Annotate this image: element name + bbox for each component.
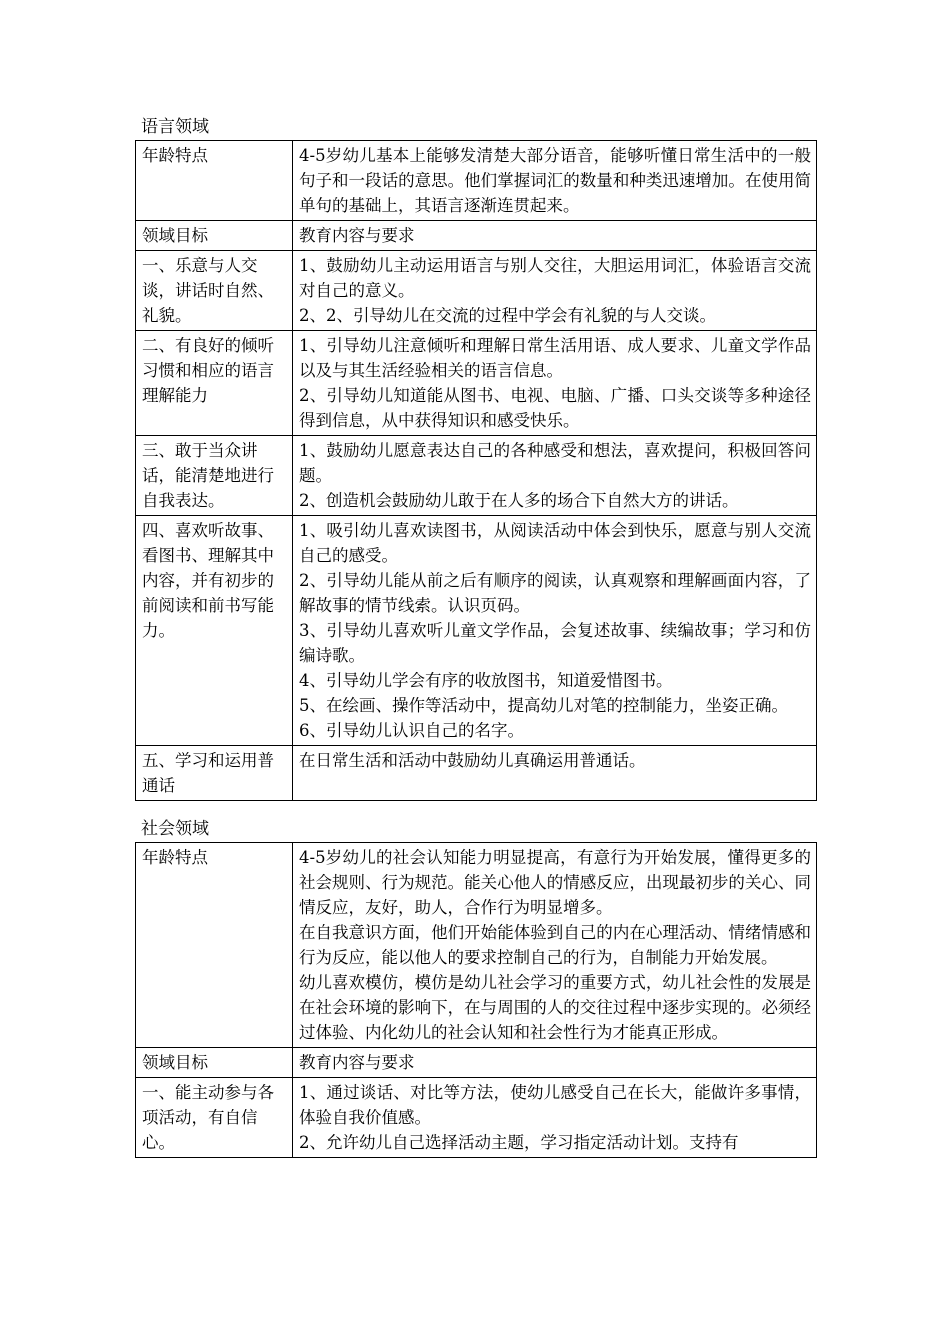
age-paragraph: 在自我意识方面，他们开始能体验到自己的内在心理活动、情绪情感和行为反应，能以他人的要求控制自己的行为，自制能力开始发展。: [299, 923, 811, 967]
age-text: 4-5岁幼儿基本上能够发清楚大部分语音，能够听懂日常生活中的一般句子和一段话的意思。他们掌握词汇的数量和种类迅速增加。在使用简单句的基础上，其语言逐渐连贯起来。: [299, 146, 811, 215]
social-domain-table: [135, 842, 817, 1158]
goal-cell: 五、学习和运用普通话: [136, 746, 293, 801]
content-header-cell: 教育内容与要求: [293, 221, 817, 251]
content-item: 5、在绘画、操作等活动中，提高幼儿对笔的控制能力，坐姿正确。: [299, 696, 788, 715]
age-paragraph: 4-5岁幼儿的社会认知能力明显提高，有意行为开始发展，懂得更多的社会规则、行为规范。能关心他人的情感反应，出现最初步的关心、同情反应，友好，助人，合作行为明显增多。: [299, 848, 811, 917]
content-item: 1、鼓励幼儿愿意表达自己的各种感受和想法，喜欢提问，积极回答问题。: [299, 441, 811, 485]
age-text-cell: [293, 843, 817, 1048]
content-item: 2、允许幼儿自己选择活动主题，学习指定活动计划。支持有: [299, 1133, 739, 1152]
content-item: 1、鼓励幼儿主动运用语言与别人交往，大胆运用词汇，体验语言交流对自己的意义。: [299, 256, 811, 300]
content-cell: [293, 1078, 817, 1158]
content-item: 2、引导幼儿知道能从图书、电视、电脑、广播、口头交谈等多种途径得到信息，从中获得知识和感受快乐。: [299, 386, 811, 430]
content-header-cell: 教育内容与要求: [293, 1048, 817, 1078]
goal-cell: 一、乐意与人交谈，讲话时自然、礼貌。: [136, 251, 293, 331]
content-item: 2、创造机会鼓励幼儿敢于在人多的场合下自然大方的讲话。: [299, 491, 739, 510]
goal-header-cell: 领域目标: [136, 221, 293, 251]
content-item: 2、2、引导幼儿在交流的过程中学会有礼貌的与人交谈。: [299, 306, 716, 325]
goal-cell: 一、能主动参与各项活动，有自信心。: [136, 1078, 293, 1158]
goal-header-cell: 领域目标: [136, 1048, 293, 1078]
content-item: 1、通过谈话、对比等方法，使幼儿感受自己在长大，能做许多事情，体验自我价值感。: [299, 1083, 811, 1127]
age-label-cell: 年龄特点: [136, 843, 293, 1048]
content-item: 2、引导幼儿能从前之后有顺序的阅读，认真观察和理解画面内容，了解故事的情节线索。认识页码。: [299, 571, 811, 615]
age-paragraph: 幼儿喜欢模仿，模仿是幼儿社会学习的重要方式，幼儿社会性的发展是在社会环境的影响下，在与周围的人的交往过程中逐步实现的。必须经过体验、内化幼儿的社会认知和社会性行为才能真正形成。: [299, 973, 811, 1042]
table-row: [136, 1048, 817, 1078]
table-row: [136, 1078, 817, 1158]
goal-cell: 三、敢于当众讲话，能清楚地进行自我表达。: [136, 436, 293, 516]
content-item: 6、引导幼儿认识自己的名字。: [299, 721, 524, 740]
content-item: 3、引导幼儿喜欢听儿童文学作品，会复述故事、续编故事；学习和仿编诗歌。: [299, 621, 811, 665]
table-row: [136, 843, 817, 1048]
content-item: 1、引导幼儿注意倾听和理解日常生活用语、成人要求、儿童文学作品以及与其生活经验相关的语言信息。: [299, 336, 811, 380]
goal-cell: 二、有良好的倾听习惯和相应的语言理解能力: [136, 331, 293, 436]
content-item: 1、吸引幼儿喜欢读图书，从阅读活动中体会到快乐，愿意与别人交流自己的感受。: [299, 521, 811, 565]
language-section-title: 语言领域: [141, 117, 209, 137]
age-label-cell: 年龄特点: [136, 141, 293, 221]
social-section-title: 社会领域: [141, 819, 209, 839]
content-item: 在日常生活和活动中鼓励幼儿真确运用普通话。: [299, 751, 646, 770]
content-item: 4、引导幼儿学会有序的收放图书，知道爱惜图书。: [299, 671, 673, 690]
goal-cell: 四、喜欢听故事、看图书、理解其中内容，并有初步的前阅读和前书写能力。: [136, 516, 293, 746]
